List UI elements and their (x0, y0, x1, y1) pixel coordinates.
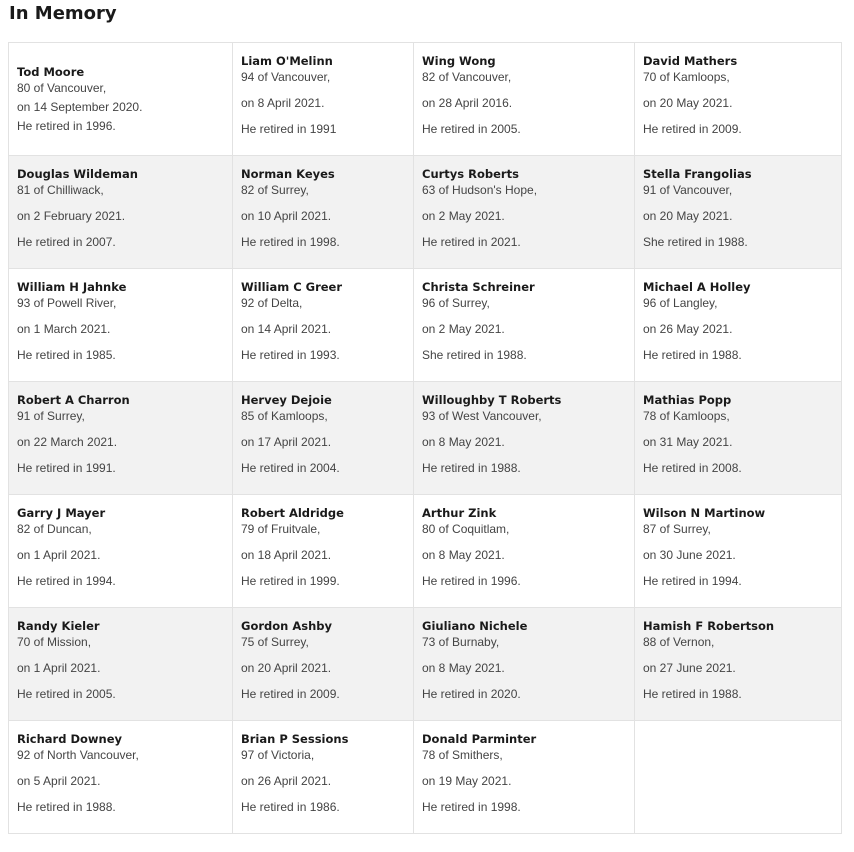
table-row (9, 43, 842, 156)
entry-retired: He retired in 2007. (17, 235, 116, 249)
entry-retired: He retired in 2005. (17, 687, 116, 701)
entry-date: on 26 April 2021. (241, 774, 332, 788)
entry-name: Christa Schreiner (422, 280, 535, 294)
entry-name: William C Greer (241, 280, 343, 294)
entry-age-place: 92 of Delta, (241, 296, 303, 310)
entry-age-place: 80 of Vancouver, (17, 81, 107, 95)
entry-name: Norman Keyes (241, 167, 335, 181)
entry-date: on 17 April 2021. (241, 435, 332, 449)
memorial-entry (9, 269, 233, 382)
memorial-entry (414, 43, 635, 156)
memorial-entry (233, 608, 414, 721)
entry-name: Arthur Zink (422, 506, 497, 520)
entry-name: Curtys Roberts (422, 167, 519, 181)
entry-age-place: 70 of Kamloops, (643, 70, 730, 84)
entry-date: on 19 May 2021. (422, 774, 512, 788)
entry-name: Wing Wong (422, 54, 496, 68)
entry-date: on 10 April 2021. (241, 209, 332, 223)
memorial-entry (9, 608, 233, 721)
entry-name: Liam O'Melinn (241, 54, 333, 68)
entry-name: David Mathers (643, 54, 738, 68)
entry-date: on 18 April 2021. (241, 548, 332, 562)
entry-retired: He retired in 1991 (241, 122, 337, 136)
memorial-table (8, 42, 842, 834)
memorial-entry (233, 495, 414, 608)
entry-name: Michael A Holley (643, 280, 751, 294)
entry-age-place: 82 of Duncan, (17, 522, 92, 536)
memorial-entry (414, 495, 635, 608)
entry-retired: He retired in 1998. (422, 800, 521, 814)
entry-date: on 28 April 2016. (422, 96, 513, 110)
entry-retired: He retired in 2008. (643, 461, 742, 475)
entry-name: Wilson N Martinow (643, 506, 766, 520)
entry-date: on 20 May 2021. (643, 209, 733, 223)
entry-name: Gordon Ashby (241, 619, 332, 633)
entry-age-place: 79 of Fruitvale, (241, 522, 321, 536)
entry-date: on 8 May 2021. (422, 661, 505, 675)
entry-age-place: 73 of Burnaby, (422, 635, 500, 649)
memorial-entry (414, 382, 635, 495)
entry-retired: He retired in 1994. (17, 574, 116, 588)
empty-cell (635, 721, 842, 834)
entry-retired: He retired in 1996. (422, 574, 521, 588)
memorial-entry (635, 608, 842, 721)
entry-retired: He retired in 1988. (422, 461, 521, 475)
entry-date: on 1 April 2021. (17, 661, 101, 675)
memorial-entry (233, 156, 414, 269)
memorial-entry (414, 156, 635, 269)
entry-date: on 1 April 2021. (17, 548, 101, 562)
memorial-entry (635, 382, 842, 495)
entry-name: Randy Kieler (17, 619, 100, 633)
entry-name: Tod Moore (17, 65, 85, 79)
entry-retired: He retired in 1988. (17, 800, 116, 814)
page-title: In Memory (9, 3, 117, 24)
entry-age-place: 96 of Langley, (643, 296, 718, 310)
entry-name: Donald Parminter (422, 732, 537, 746)
entry-date: on 22 March 2021. (17, 435, 118, 449)
entry-retired: He retired in 1988. (643, 348, 742, 362)
table-row (9, 495, 842, 608)
table-row (9, 156, 842, 269)
memorial-entry (233, 269, 414, 382)
entry-age-place: 92 of North Vancouver, (17, 748, 139, 762)
entry-age-place: 63 of Hudson's Hope, (422, 183, 538, 197)
entry-age-place: 85 of Kamloops, (241, 409, 328, 423)
entry-retired: He retired in 1985. (17, 348, 116, 362)
entry-age-place: 93 of Powell River, (17, 296, 117, 310)
entry-name: Giuliano Nichele (422, 619, 528, 633)
entry-retired: He retired in 1998. (241, 235, 340, 249)
entry-name: Stella Frangolias (643, 167, 752, 181)
entry-date: on 14 April 2021. (241, 322, 332, 336)
entry-date: on 20 May 2021. (643, 96, 733, 110)
entry-age-place: 75 of Surrey, (241, 635, 309, 649)
memorial-entry (233, 43, 414, 156)
entry-age-place: 78 of Smithers, (422, 748, 503, 762)
entry-date: on 30 June 2021. (643, 548, 736, 562)
entry-age-place: 91 of Surrey, (17, 409, 85, 423)
entry-age-place: 87 of Surrey, (643, 522, 711, 536)
entry-retired: He retired in 1991. (17, 461, 116, 475)
entry-name: Douglas Wildeman (17, 167, 138, 181)
entry-age-place: 97 of Victoria, (241, 748, 315, 762)
memorial-entry (233, 382, 414, 495)
entry-retired: He retired in 1996. (17, 119, 116, 133)
entry-retired: He retired in 1999. (241, 574, 340, 588)
entry-date: on 5 April 2021. (17, 774, 101, 788)
entry-date: on 20 April 2021. (241, 661, 332, 675)
entry-name: Robert Aldridge (241, 506, 344, 520)
entry-retired: He retired in 2021. (422, 235, 521, 249)
table-row (9, 608, 842, 721)
entry-date: on 2 May 2021. (422, 209, 505, 223)
memorial-entry (9, 495, 233, 608)
memorial-entry (635, 269, 842, 382)
entry-name: Robert A Charron (17, 393, 130, 407)
memorial-entry (414, 269, 635, 382)
entry-name: Hamish F Robertson (643, 619, 775, 633)
entry-age-place: 91 of Vancouver, (643, 183, 733, 197)
entry-age-place: 96 of Surrey, (422, 296, 490, 310)
entry-name: Garry J Mayer (17, 506, 106, 520)
memorial-table-body (9, 43, 842, 834)
entry-age-place: 93 of West Vancouver, (422, 409, 542, 423)
entry-age-place: 81 of Chilliwack, (17, 183, 104, 197)
table-row (9, 269, 842, 382)
entry-name: Brian P Sessions (241, 732, 349, 746)
entry-age-place: 82 of Surrey, (241, 183, 309, 197)
entry-date: on 26 May 2021. (643, 322, 733, 336)
entry-retired: He retired in 1986. (241, 800, 340, 814)
entry-age-place: 82 of Vancouver, (422, 70, 512, 84)
memorial-entry (9, 382, 233, 495)
memorial-entry (635, 156, 842, 269)
entry-name: William H Jahnke (17, 280, 127, 294)
entry-retired: He retired in 1994. (643, 574, 742, 588)
entry-age-place: 70 of Mission, (17, 635, 92, 649)
entry-retired: He retired in 2004. (241, 461, 340, 475)
entry-retired: He retired in 2009. (643, 122, 742, 136)
entry-date: on 31 May 2021. (643, 435, 733, 449)
entry-retired: He retired in 2020. (422, 687, 521, 701)
memorial-entry (635, 43, 842, 156)
entry-age-place: 80 of Coquitlam, (422, 522, 510, 536)
memorial-entry (233, 721, 414, 834)
table-row (9, 382, 842, 495)
entry-retired: She retired in 1988. (643, 235, 748, 249)
entry-age-place: 78 of Kamloops, (643, 409, 730, 423)
entry-date: on 8 May 2021. (422, 548, 505, 562)
memorial-entry (635, 495, 842, 608)
entry-date: on 2 May 2021. (422, 322, 505, 336)
entry-name: Willoughby T Roberts (422, 393, 562, 407)
memorial-entry (9, 721, 233, 834)
entry-age-place: 94 of Vancouver, (241, 70, 331, 84)
entry-retired: He retired in 1988. (643, 687, 742, 701)
entry-date: on 8 May 2021. (422, 435, 505, 449)
table-row (9, 721, 842, 834)
entry-age-place: 88 of Vernon, (643, 635, 715, 649)
entry-retired: He retired in 2005. (422, 122, 521, 136)
entry-date: on 8 April 2021. (241, 96, 325, 110)
memorial-entry (9, 43, 233, 156)
entry-name: Richard Downey (17, 732, 123, 746)
memorial-entry (414, 608, 635, 721)
entry-date: on 14 September 2020. (17, 100, 143, 114)
entry-date: on 2 February 2021. (17, 209, 126, 223)
memorial-entry (414, 721, 635, 834)
entry-name: Hervey Dejoie (241, 393, 332, 407)
entry-retired: He retired in 1993. (241, 348, 340, 362)
entry-date: on 1 March 2021. (17, 322, 111, 336)
entry-retired: She retired in 1988. (422, 348, 527, 362)
entry-retired: He retired in 2009. (241, 687, 340, 701)
memorial-entry (9, 156, 233, 269)
entry-date: on 27 June 2021. (643, 661, 736, 675)
entry-name: Mathias Popp (643, 393, 732, 407)
